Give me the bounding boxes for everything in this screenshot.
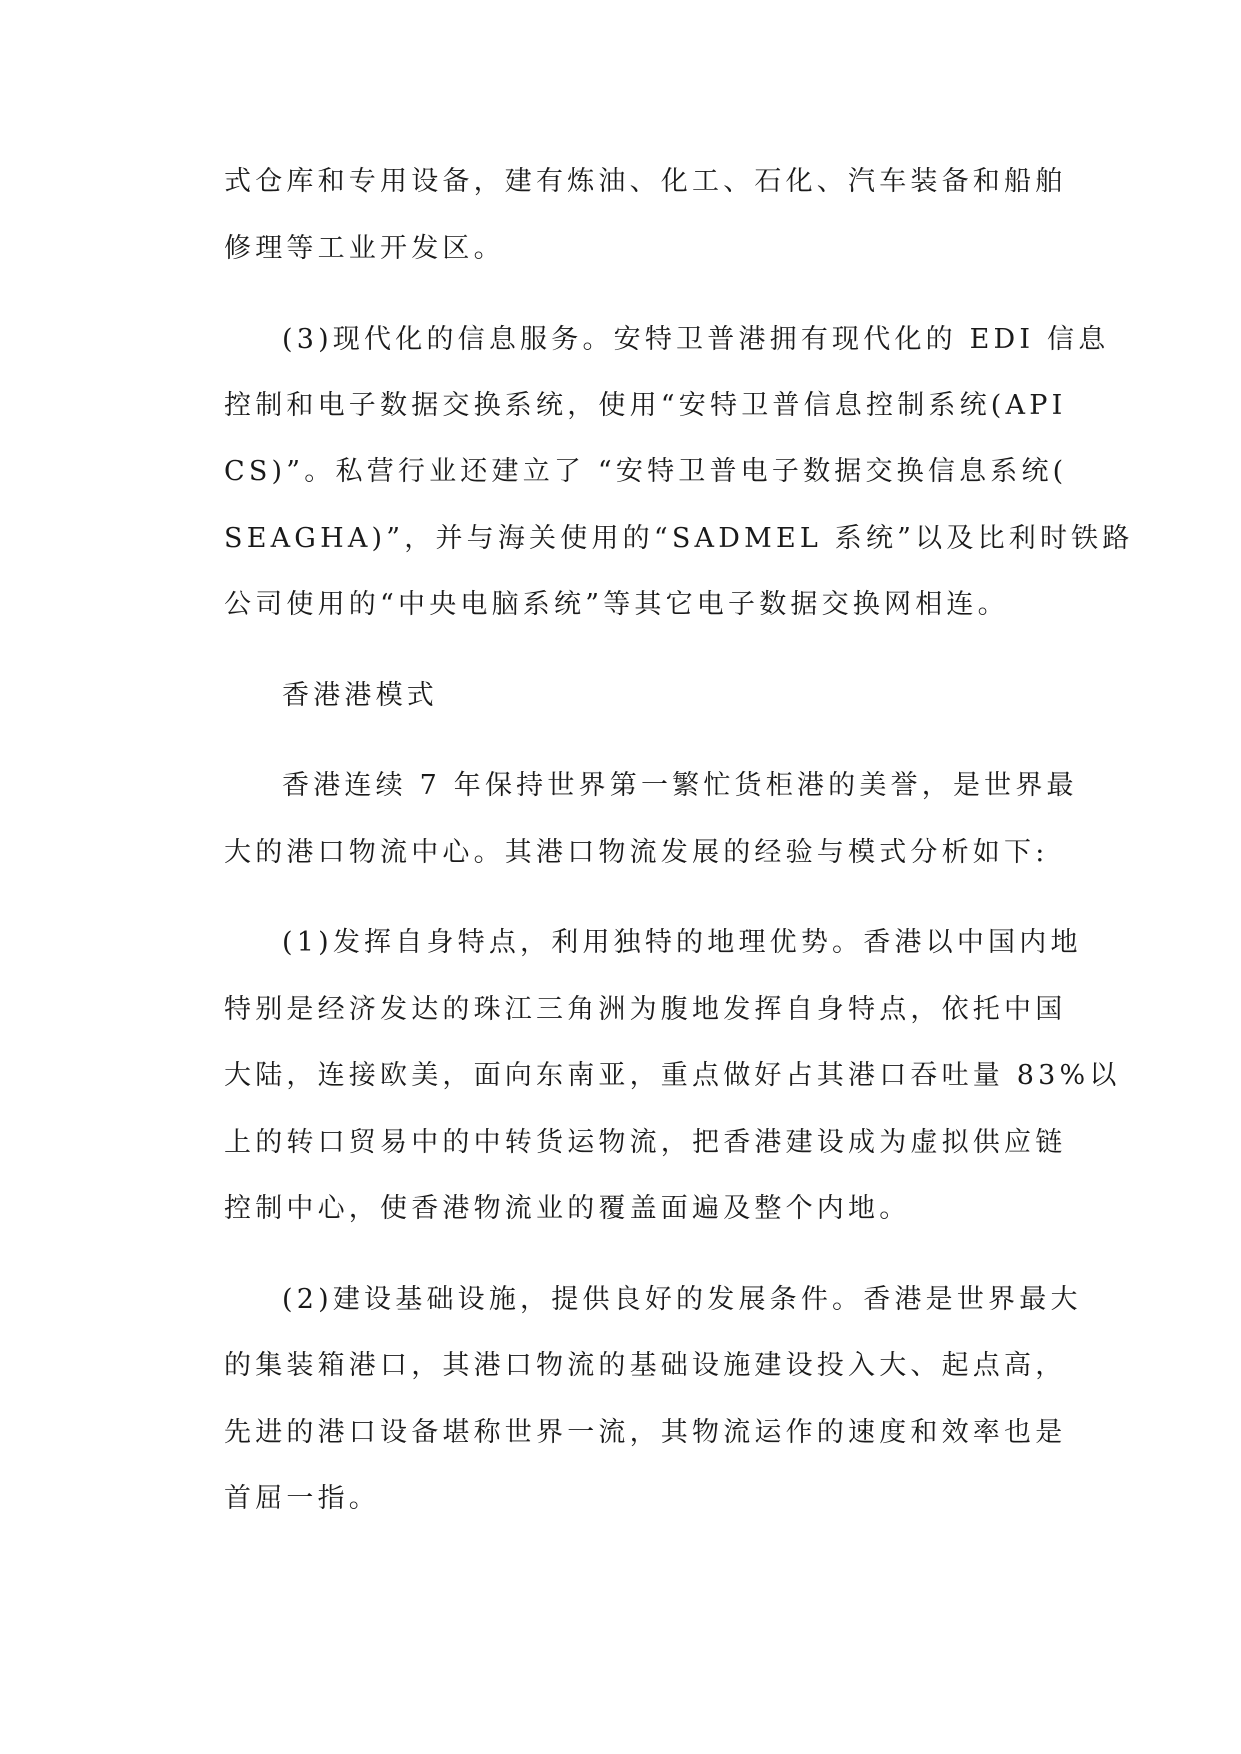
paragraph-line: 特别是经济发达的珠江三角洲为腹地发挥自身特点，依托中国: [224, 994, 1067, 1025]
paragraph-line: CS)”。私营行业还建立了 “安特卫普电子数据交换信息系统(: [224, 456, 1068, 487]
paragraph-line: 修理等工业开发区。: [224, 233, 505, 264]
paragraph-line: 控制中心，使香港物流业的覆盖面遍及整个内地。: [224, 1193, 911, 1224]
paragraph-line: 先进的港口设备堪称世界一流，其物流运作的速度和效率也是: [224, 1417, 1067, 1448]
paragraph-line: SEAGHA)”，并与海关使用的“SADMEL 系统”以及比利时铁路: [224, 523, 1134, 554]
paragraph-line: (2)建设基础设施，提供良好的发展条件。香港是世界最大: [282, 1284, 1082, 1315]
section-heading: 香港港模式: [282, 680, 438, 711]
paragraph-line: 的集装箱港口，其港口物流的基础设施建设投入大、起点高，: [224, 1350, 1067, 1381]
paragraph-line: 上的转口贸易中的中转货运物流，把香港建设成为虚拟供应链: [224, 1127, 1067, 1158]
paragraph-line: 公司使用的“中央电脑系统”等其它电子数据交换网相连。: [224, 589, 1009, 620]
paragraph-line: 首屈一指。: [224, 1483, 380, 1514]
paragraph-line: 香港连续 7 年保持世界第一繁忙货柜港的美誉，是世界最: [282, 770, 1078, 801]
paragraph-line: 控制和电子数据交换系统，使用“安特卫普信息控制系统(API: [224, 390, 1067, 421]
paragraph-line: 大陆，连接欧美，面向东南亚，重点做好占其港口吞吐量 83%以: [224, 1060, 1121, 1091]
paragraph-line: 大的港口物流中心。其港口物流发展的经验与模式分析如下:: [224, 837, 1049, 868]
paragraph-line: 式仓库和专用设备，建有炼油、化工、石化、汽车装备和船舶: [224, 166, 1067, 197]
paragraph-line: (1)发挥自身特点，利用独特的地理优势。香港以中国内地: [282, 927, 1082, 958]
paragraph-line: (3)现代化的信息服务。安特卫普港拥有现代化的 EDI 信息: [282, 324, 1110, 355]
